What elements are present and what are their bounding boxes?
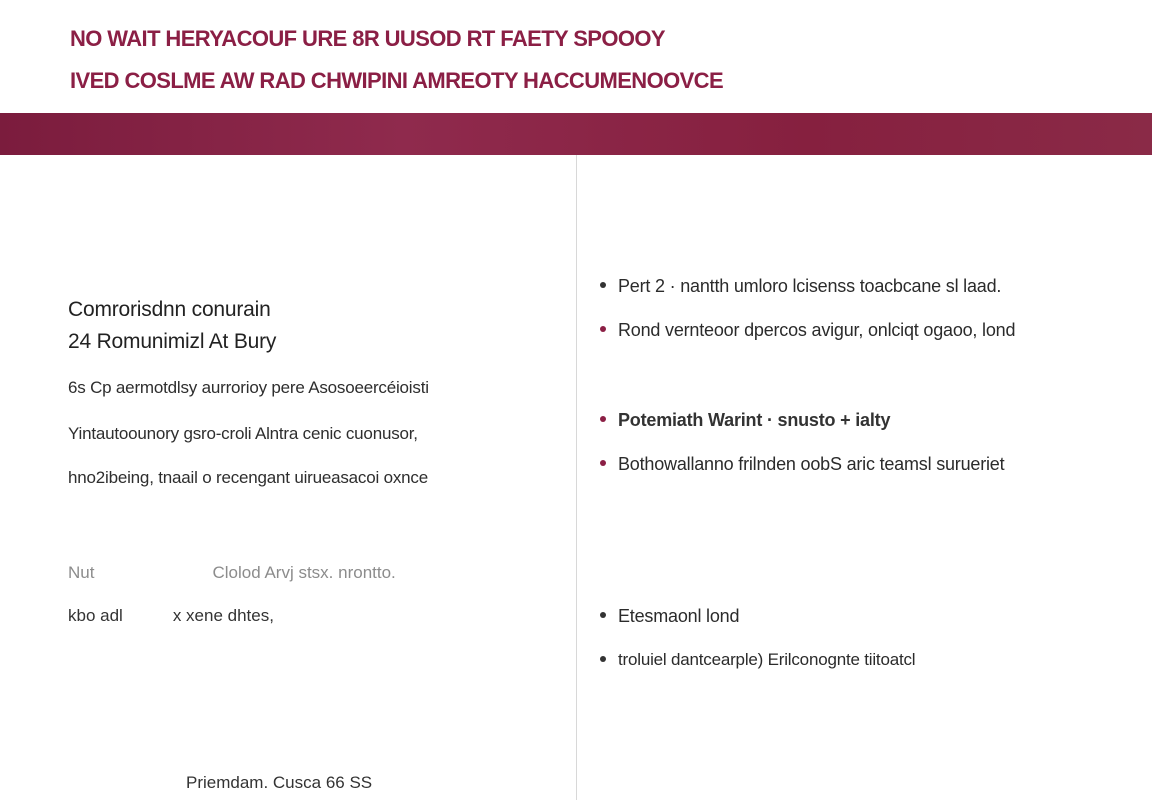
bullet-text-5: Etesmaonl lond xyxy=(618,606,740,626)
left-caption2-right: x xene dhtes, xyxy=(172,606,274,625)
bullet-text-6: troluiel dantcearple) Erilconognte tiitoatcl xyxy=(618,650,916,669)
bullet-item-5 xyxy=(600,606,1140,627)
bullet-dot-icon xyxy=(600,282,606,288)
bullet-dot-icon xyxy=(600,656,606,662)
bullet-item-3 xyxy=(600,410,1140,431)
bullet-text-3: Potemiath Warint · snusto + ialty xyxy=(618,410,891,430)
header-line-1: NO WAIT HERYACOUF URE 8R UUSOD RT FAETY SPOOOY xyxy=(70,26,665,51)
bullet-item-1 xyxy=(600,276,1140,297)
left-caption-right: Clolod Arvj stsx. nrontto. xyxy=(212,563,396,582)
left-paragraph-2: Yintautoounory gsro-croli Alntra cenic cuonusor, xyxy=(68,424,418,443)
right-column xyxy=(600,0,1140,800)
left-caption-left: Nut xyxy=(68,563,95,582)
bullet-item-2 xyxy=(600,320,1140,341)
left-caption xyxy=(68,563,396,583)
bullet-text-1: Pert 2 · nantth umloro lcisenss toacbcane sl laad. xyxy=(618,276,1002,296)
bullet-item-4 xyxy=(600,454,1140,475)
left-paragraph-1: 6s Cp aermotdlsy aurrorioy pere Asosoeercéioisti xyxy=(68,378,429,397)
left-caption-2 xyxy=(68,606,274,626)
bullet-text-2: Rond vernteoor dpercos avigur, onlciqt ogaoo, lond xyxy=(618,320,1016,340)
left-title-line-2: 24 Romunimizl At Bury xyxy=(68,330,277,353)
bullet-dot-icon xyxy=(600,326,606,332)
left-title xyxy=(68,294,276,358)
column-divider xyxy=(576,155,577,800)
left-column xyxy=(68,0,568,800)
bullet-item-6 xyxy=(600,650,1140,670)
header-line-2: IVED COSLME AW RAD CHWIPINI AMREOTY HACCUMENOOVCE xyxy=(70,68,724,93)
left-title-line-1: Comrorisdnn conurain xyxy=(68,298,271,321)
left-caption2-left: kbo adl xyxy=(68,606,123,625)
bullet-dot-icon xyxy=(600,460,606,466)
bullet-text-4: Bothowallanno frilnden oobS aric teamsl surueriet xyxy=(618,454,1005,474)
left-paragraph-3: hno2ibeing, tnaail o recengant uirueasacoi oxnce xyxy=(68,468,428,487)
bullet-dot-icon xyxy=(600,612,606,618)
left-footer-text: Priemdam. Cusca 66 SS xyxy=(186,773,373,792)
bullet-dot-icon xyxy=(600,416,606,422)
